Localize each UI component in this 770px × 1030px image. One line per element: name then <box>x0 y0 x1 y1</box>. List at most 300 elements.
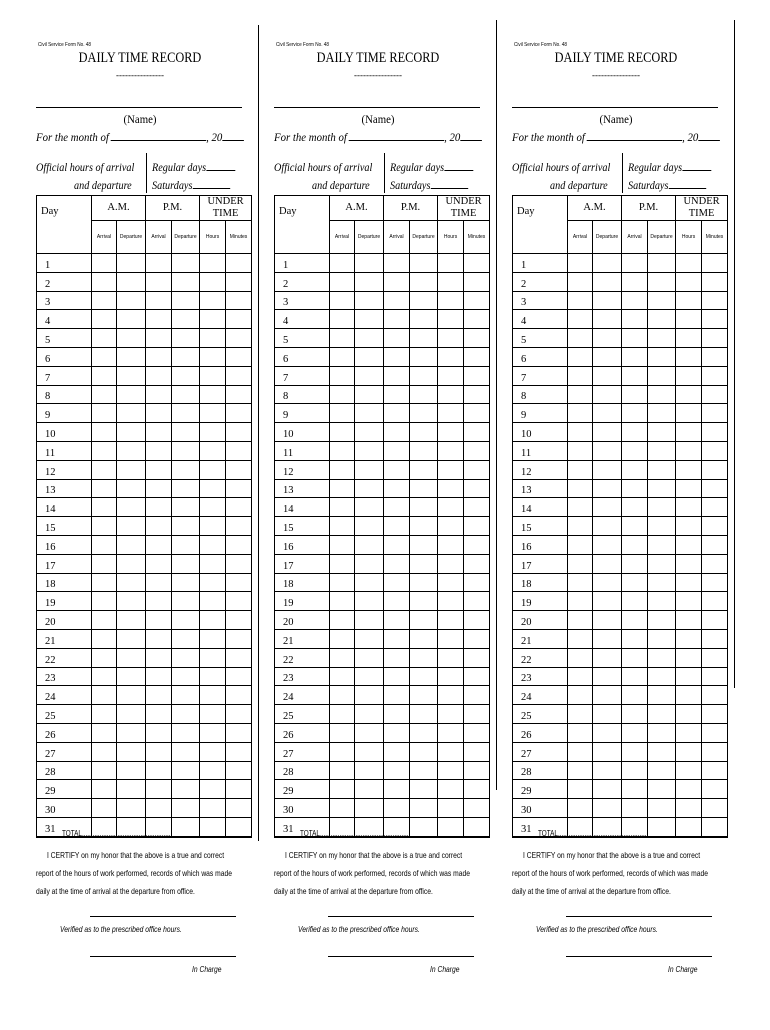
time-entry-cell[interactable] <box>648 366 676 385</box>
time-entry-cell[interactable] <box>226 423 252 442</box>
time-entry-cell[interactable] <box>676 780 702 799</box>
time-entry-cell[interactable] <box>92 573 117 592</box>
time-entry-cell[interactable] <box>593 385 622 404</box>
time-entry-cell[interactable] <box>648 498 676 517</box>
time-entry-cell[interactable] <box>384 667 410 686</box>
time-entry-cell[interactable] <box>676 705 702 724</box>
time-entry-cell[interactable] <box>117 423 146 442</box>
time-entry-cell[interactable] <box>438 761 464 780</box>
time-entry-cell[interactable] <box>172 705 200 724</box>
time-entry-cell[interactable] <box>648 479 676 498</box>
time-entry-cell[interactable] <box>438 667 464 686</box>
time-entry-cell[interactable] <box>146 742 172 761</box>
time-entry-cell[interactable] <box>568 723 593 742</box>
time-entry-cell[interactable] <box>384 648 410 667</box>
time-entry-cell[interactable] <box>172 667 200 686</box>
time-entry-cell[interactable] <box>330 347 355 366</box>
time-entry-cell[interactable] <box>117 310 146 329</box>
time-entry-cell[interactable] <box>676 817 702 836</box>
time-entry-cell[interactable] <box>464 423 490 442</box>
time-entry-cell[interactable] <box>330 611 355 630</box>
time-entry-cell[interactable] <box>330 517 355 536</box>
time-entry-cell[interactable] <box>464 780 490 799</box>
time-entry-cell[interactable] <box>568 780 593 799</box>
time-entry-cell[interactable] <box>702 479 728 498</box>
time-entry-cell[interactable] <box>438 479 464 498</box>
time-entry-cell[interactable] <box>172 329 200 348</box>
time-entry-cell[interactable] <box>702 404 728 423</box>
time-entry-cell[interactable] <box>593 404 622 423</box>
time-entry-cell[interactable] <box>146 723 172 742</box>
time-entry-cell[interactable] <box>384 705 410 724</box>
time-entry-cell[interactable] <box>676 742 702 761</box>
time-entry-cell[interactable] <box>568 460 593 479</box>
time-entry-cell[interactable] <box>622 517 648 536</box>
time-entry-cell[interactable] <box>92 498 117 517</box>
time-entry-cell[interactable] <box>622 498 648 517</box>
time-entry-cell[interactable] <box>330 366 355 385</box>
time-entry-cell[interactable] <box>676 535 702 554</box>
time-entry-cell[interactable] <box>593 366 622 385</box>
time-entry-cell[interactable] <box>568 761 593 780</box>
time-entry-cell[interactable] <box>702 780 728 799</box>
regular-days-field[interactable] <box>682 160 711 171</box>
time-entry-cell[interactable] <box>568 686 593 705</box>
time-entry-cell[interactable] <box>622 291 648 310</box>
time-entry-cell[interactable] <box>117 629 146 648</box>
time-entry-cell[interactable] <box>593 291 622 310</box>
time-entry-cell[interactable] <box>200 498 226 517</box>
time-entry-cell[interactable] <box>702 254 728 273</box>
time-entry-cell[interactable] <box>146 329 172 348</box>
time-entry-cell[interactable] <box>410 460 438 479</box>
time-entry-cell[interactable] <box>410 817 438 836</box>
time-entry-cell[interactable] <box>676 310 702 329</box>
time-entry-cell[interactable] <box>200 517 226 536</box>
time-entry-cell[interactable] <box>568 799 593 818</box>
time-entry-cell[interactable] <box>200 423 226 442</box>
time-entry-cell[interactable] <box>330 385 355 404</box>
time-entry-cell[interactable] <box>384 780 410 799</box>
time-entry-cell[interactable] <box>648 667 676 686</box>
time-entry-cell[interactable] <box>200 611 226 630</box>
time-entry-cell[interactable] <box>117 460 146 479</box>
time-entry-cell[interactable] <box>200 705 226 724</box>
time-entry-cell[interactable] <box>464 629 490 648</box>
time-entry-cell[interactable] <box>355 648 384 667</box>
time-entry-cell[interactable] <box>648 254 676 273</box>
time-entry-cell[interactable] <box>146 385 172 404</box>
time-entry-cell[interactable] <box>410 347 438 366</box>
time-entry-cell[interactable] <box>330 705 355 724</box>
time-entry-cell[interactable] <box>146 592 172 611</box>
time-entry-cell[interactable] <box>438 517 464 536</box>
time-entry-cell[interactable] <box>648 310 676 329</box>
time-entry-cell[interactable] <box>117 723 146 742</box>
time-entry-cell[interactable] <box>200 780 226 799</box>
time-entry-cell[interactable] <box>384 441 410 460</box>
time-entry-cell[interactable] <box>622 535 648 554</box>
time-entry-cell[interactable] <box>172 272 200 291</box>
time-entry-cell[interactable] <box>226 667 252 686</box>
time-entry-cell[interactable] <box>146 799 172 818</box>
time-entry-cell[interactable] <box>410 329 438 348</box>
time-entry-cell[interactable] <box>200 535 226 554</box>
time-entry-cell[interactable] <box>438 686 464 705</box>
time-entry-cell[interactable] <box>146 705 172 724</box>
time-entry-cell[interactable] <box>355 272 384 291</box>
time-entry-cell[interactable] <box>676 498 702 517</box>
time-entry-cell[interactable] <box>568 629 593 648</box>
time-entry-cell[interactable] <box>226 742 252 761</box>
time-entry-cell[interactable] <box>146 291 172 310</box>
time-entry-cell[interactable] <box>593 479 622 498</box>
time-entry-cell[interactable] <box>117 611 146 630</box>
time-entry-cell[interactable] <box>200 291 226 310</box>
time-entry-cell[interactable] <box>92 291 117 310</box>
time-entry-cell[interactable] <box>117 329 146 348</box>
time-entry-cell[interactable] <box>593 611 622 630</box>
time-entry-cell[interactable] <box>622 423 648 442</box>
in-charge-signature-line[interactable] <box>328 956 474 957</box>
time-entry-cell[interactable] <box>464 611 490 630</box>
time-entry-cell[interactable] <box>226 347 252 366</box>
time-entry-cell[interactable] <box>438 329 464 348</box>
time-entry-cell[interactable] <box>172 535 200 554</box>
time-entry-cell[interactable] <box>438 385 464 404</box>
time-entry-cell[interactable] <box>146 423 172 442</box>
time-entry-cell[interactable] <box>330 404 355 423</box>
saturdays-field[interactable] <box>668 178 705 189</box>
time-entry-cell[interactable] <box>384 329 410 348</box>
time-entry-cell[interactable] <box>172 648 200 667</box>
time-entry-cell[interactable] <box>226 723 252 742</box>
time-entry-cell[interactable] <box>92 554 117 573</box>
time-entry-cell[interactable] <box>410 705 438 724</box>
time-entry-cell[interactable] <box>568 535 593 554</box>
time-entry-cell[interactable] <box>117 573 146 592</box>
time-entry-cell[interactable] <box>117 535 146 554</box>
time-entry-cell[interactable] <box>593 441 622 460</box>
time-entry-cell[interactable] <box>676 799 702 818</box>
time-entry-cell[interactable] <box>464 310 490 329</box>
time-entry-cell[interactable] <box>648 460 676 479</box>
time-entry-cell[interactable] <box>410 535 438 554</box>
time-entry-cell[interactable] <box>200 385 226 404</box>
time-entry-cell[interactable] <box>117 648 146 667</box>
time-entry-cell[interactable] <box>676 291 702 310</box>
time-entry-cell[interactable] <box>464 479 490 498</box>
time-entry-cell[interactable] <box>92 385 117 404</box>
time-entry-cell[interactable] <box>384 742 410 761</box>
time-entry-cell[interactable] <box>410 742 438 761</box>
time-entry-cell[interactable] <box>622 479 648 498</box>
time-entry-cell[interactable] <box>568 705 593 724</box>
time-entry-cell[interactable] <box>438 347 464 366</box>
time-entry-cell[interactable] <box>330 686 355 705</box>
time-entry-cell[interactable] <box>676 723 702 742</box>
time-entry-cell[interactable] <box>702 329 728 348</box>
time-entry-cell[interactable] <box>146 667 172 686</box>
time-entry-cell[interactable] <box>410 517 438 536</box>
time-entry-cell[interactable] <box>438 535 464 554</box>
time-entry-cell[interactable] <box>355 479 384 498</box>
time-entry-cell[interactable] <box>384 611 410 630</box>
time-entry-cell[interactable] <box>593 648 622 667</box>
time-entry-cell[interactable] <box>330 498 355 517</box>
time-entry-cell[interactable] <box>330 723 355 742</box>
time-entry-cell[interactable] <box>410 254 438 273</box>
time-entry-cell[interactable] <box>226 460 252 479</box>
time-entry-cell[interactable] <box>146 347 172 366</box>
time-entry-cell[interactable] <box>226 799 252 818</box>
time-entry-cell[interactable] <box>172 817 200 836</box>
time-entry-cell[interactable] <box>172 611 200 630</box>
time-entry-cell[interactable] <box>200 441 226 460</box>
time-entry-cell[interactable] <box>648 780 676 799</box>
time-entry-cell[interactable] <box>226 441 252 460</box>
time-entry-cell[interactable] <box>355 310 384 329</box>
time-entry-cell[interactable] <box>330 441 355 460</box>
time-entry-cell[interactable] <box>330 479 355 498</box>
time-entry-cell[interactable] <box>92 780 117 799</box>
time-entry-cell[interactable] <box>410 554 438 573</box>
time-entry-cell[interactable] <box>172 723 200 742</box>
time-entry-cell[interactable] <box>702 667 728 686</box>
time-entry-cell[interactable] <box>355 742 384 761</box>
time-entry-cell[interactable] <box>226 310 252 329</box>
time-entry-cell[interactable] <box>384 799 410 818</box>
time-entry-cell[interactable] <box>330 742 355 761</box>
time-entry-cell[interactable] <box>568 667 593 686</box>
time-entry-cell[interactable] <box>330 272 355 291</box>
saturdays-field[interactable] <box>192 178 229 189</box>
time-entry-cell[interactable] <box>92 517 117 536</box>
time-entry-cell[interactable] <box>410 592 438 611</box>
month-field[interactable] <box>111 130 206 141</box>
time-entry-cell[interactable] <box>593 742 622 761</box>
time-entry-cell[interactable] <box>410 385 438 404</box>
regular-days-field[interactable] <box>444 160 473 171</box>
time-entry-cell[interactable] <box>702 498 728 517</box>
time-entry-cell[interactable] <box>593 498 622 517</box>
time-entry-cell[interactable] <box>676 611 702 630</box>
time-entry-cell[interactable] <box>464 723 490 742</box>
time-entry-cell[interactable] <box>702 611 728 630</box>
time-entry-cell[interactable] <box>226 554 252 573</box>
time-entry-cell[interactable] <box>330 554 355 573</box>
time-entry-cell[interactable] <box>622 404 648 423</box>
time-entry-cell[interactable] <box>384 517 410 536</box>
in-charge-signature-line[interactable] <box>566 956 712 957</box>
time-entry-cell[interactable] <box>172 254 200 273</box>
time-entry-cell[interactable] <box>702 723 728 742</box>
time-entry-cell[interactable] <box>226 592 252 611</box>
time-entry-cell[interactable] <box>648 592 676 611</box>
time-entry-cell[interactable] <box>622 347 648 366</box>
time-entry-cell[interactable] <box>92 629 117 648</box>
time-entry-cell[interactable] <box>330 648 355 667</box>
time-entry-cell[interactable] <box>146 686 172 705</box>
time-entry-cell[interactable] <box>172 441 200 460</box>
saturdays-field[interactable] <box>430 178 467 189</box>
time-entry-cell[interactable] <box>200 667 226 686</box>
time-entry-cell[interactable] <box>226 648 252 667</box>
time-entry-cell[interactable] <box>648 404 676 423</box>
time-entry-cell[interactable] <box>384 498 410 517</box>
time-entry-cell[interactable] <box>648 272 676 291</box>
time-entry-cell[interactable] <box>568 479 593 498</box>
time-entry-cell[interactable] <box>200 629 226 648</box>
time-entry-cell[interactable] <box>410 441 438 460</box>
time-entry-cell[interactable] <box>622 554 648 573</box>
time-entry-cell[interactable] <box>200 817 226 836</box>
time-entry-cell[interactable] <box>200 573 226 592</box>
time-entry-cell[interactable] <box>464 592 490 611</box>
time-entry-cell[interactable] <box>92 460 117 479</box>
time-entry-cell[interactable] <box>117 366 146 385</box>
time-entry-cell[interactable] <box>384 573 410 592</box>
time-entry-cell[interactable] <box>593 310 622 329</box>
time-entry-cell[interactable] <box>384 423 410 442</box>
time-entry-cell[interactable] <box>676 347 702 366</box>
time-entry-cell[interactable] <box>200 254 226 273</box>
time-entry-cell[interactable] <box>438 272 464 291</box>
time-entry-cell[interactable] <box>226 404 252 423</box>
time-entry-cell[interactable] <box>648 423 676 442</box>
name-field[interactable] <box>36 107 242 108</box>
time-entry-cell[interactable] <box>172 479 200 498</box>
time-entry-cell[interactable] <box>702 347 728 366</box>
time-entry-cell[interactable] <box>330 460 355 479</box>
time-entry-cell[interactable] <box>593 761 622 780</box>
time-entry-cell[interactable] <box>226 817 252 836</box>
time-entry-cell[interactable] <box>622 611 648 630</box>
time-entry-cell[interactable] <box>568 310 593 329</box>
time-entry-cell[interactable] <box>330 254 355 273</box>
time-entry-cell[interactable] <box>200 329 226 348</box>
time-entry-cell[interactable] <box>200 310 226 329</box>
time-entry-cell[interactable] <box>384 404 410 423</box>
time-entry-cell[interactable] <box>593 686 622 705</box>
time-entry-cell[interactable] <box>117 498 146 517</box>
time-entry-cell[interactable] <box>92 441 117 460</box>
time-entry-cell[interactable] <box>702 554 728 573</box>
time-entry-cell[interactable] <box>146 498 172 517</box>
time-entry-cell[interactable] <box>568 347 593 366</box>
verify-signature-line[interactable] <box>90 916 236 917</box>
time-entry-cell[interactable] <box>438 611 464 630</box>
time-entry-cell[interactable] <box>410 780 438 799</box>
time-entry-cell[interactable] <box>676 366 702 385</box>
time-entry-cell[interactable] <box>172 347 200 366</box>
time-entry-cell[interactable] <box>568 517 593 536</box>
time-entry-cell[interactable] <box>622 686 648 705</box>
time-entry-cell[interactable] <box>593 573 622 592</box>
time-entry-cell[interactable] <box>92 705 117 724</box>
time-entry-cell[interactable] <box>648 723 676 742</box>
time-entry-cell[interactable] <box>330 573 355 592</box>
time-entry-cell[interactable] <box>676 460 702 479</box>
time-entry-cell[interactable] <box>568 648 593 667</box>
time-entry-cell[interactable] <box>200 686 226 705</box>
time-entry-cell[interactable] <box>648 629 676 648</box>
time-entry-cell[interactable] <box>330 799 355 818</box>
time-entry-cell[interactable] <box>200 592 226 611</box>
time-entry-cell[interactable] <box>676 573 702 592</box>
time-entry-cell[interactable] <box>330 535 355 554</box>
time-entry-cell[interactable] <box>384 479 410 498</box>
time-entry-cell[interactable] <box>384 310 410 329</box>
time-entry-cell[interactable] <box>702 310 728 329</box>
time-entry-cell[interactable] <box>410 404 438 423</box>
year-field[interactable] <box>222 130 244 141</box>
time-entry-cell[interactable] <box>355 761 384 780</box>
time-entry-cell[interactable] <box>464 517 490 536</box>
time-entry-cell[interactable] <box>676 761 702 780</box>
time-entry-cell[interactable] <box>622 780 648 799</box>
name-field[interactable] <box>274 107 480 108</box>
time-entry-cell[interactable] <box>146 611 172 630</box>
time-entry-cell[interactable] <box>355 705 384 724</box>
time-entry-cell[interactable] <box>410 667 438 686</box>
time-entry-cell[interactable] <box>92 479 117 498</box>
time-entry-cell[interactable] <box>117 554 146 573</box>
time-entry-cell[interactable] <box>410 799 438 818</box>
time-entry-cell[interactable] <box>676 441 702 460</box>
time-entry-cell[interactable] <box>464 498 490 517</box>
time-entry-cell[interactable] <box>172 423 200 442</box>
time-entry-cell[interactable] <box>622 761 648 780</box>
time-entry-cell[interactable] <box>92 667 117 686</box>
time-entry-cell[interactable] <box>355 460 384 479</box>
time-entry-cell[interactable] <box>593 592 622 611</box>
time-entry-cell[interactable] <box>568 272 593 291</box>
time-entry-cell[interactable] <box>200 366 226 385</box>
time-entry-cell[interactable] <box>92 611 117 630</box>
time-entry-cell[interactable] <box>702 272 728 291</box>
time-entry-cell[interactable] <box>676 592 702 611</box>
time-entry-cell[interactable] <box>384 554 410 573</box>
time-entry-cell[interactable] <box>622 254 648 273</box>
time-entry-cell[interactable] <box>568 592 593 611</box>
time-entry-cell[interactable] <box>226 291 252 310</box>
time-entry-cell[interactable] <box>117 761 146 780</box>
time-entry-cell[interactable] <box>464 460 490 479</box>
time-entry-cell[interactable] <box>117 780 146 799</box>
time-entry-cell[interactable] <box>622 667 648 686</box>
time-entry-cell[interactable] <box>676 479 702 498</box>
time-entry-cell[interactable] <box>172 404 200 423</box>
month-field[interactable] <box>349 130 444 141</box>
time-entry-cell[interactable] <box>117 347 146 366</box>
time-entry-cell[interactable] <box>355 291 384 310</box>
time-entry-cell[interactable] <box>622 742 648 761</box>
time-entry-cell[interactable] <box>384 723 410 742</box>
time-entry-cell[interactable] <box>676 272 702 291</box>
time-entry-cell[interactable] <box>330 592 355 611</box>
time-entry-cell[interactable] <box>464 535 490 554</box>
time-entry-cell[interactable] <box>622 441 648 460</box>
time-entry-cell[interactable] <box>172 686 200 705</box>
time-entry-cell[interactable] <box>384 272 410 291</box>
time-entry-cell[interactable] <box>464 254 490 273</box>
time-entry-cell[interactable] <box>702 799 728 818</box>
time-entry-cell[interactable] <box>355 611 384 630</box>
time-entry-cell[interactable] <box>622 705 648 724</box>
time-entry-cell[interactable] <box>702 648 728 667</box>
time-entry-cell[interactable] <box>172 592 200 611</box>
